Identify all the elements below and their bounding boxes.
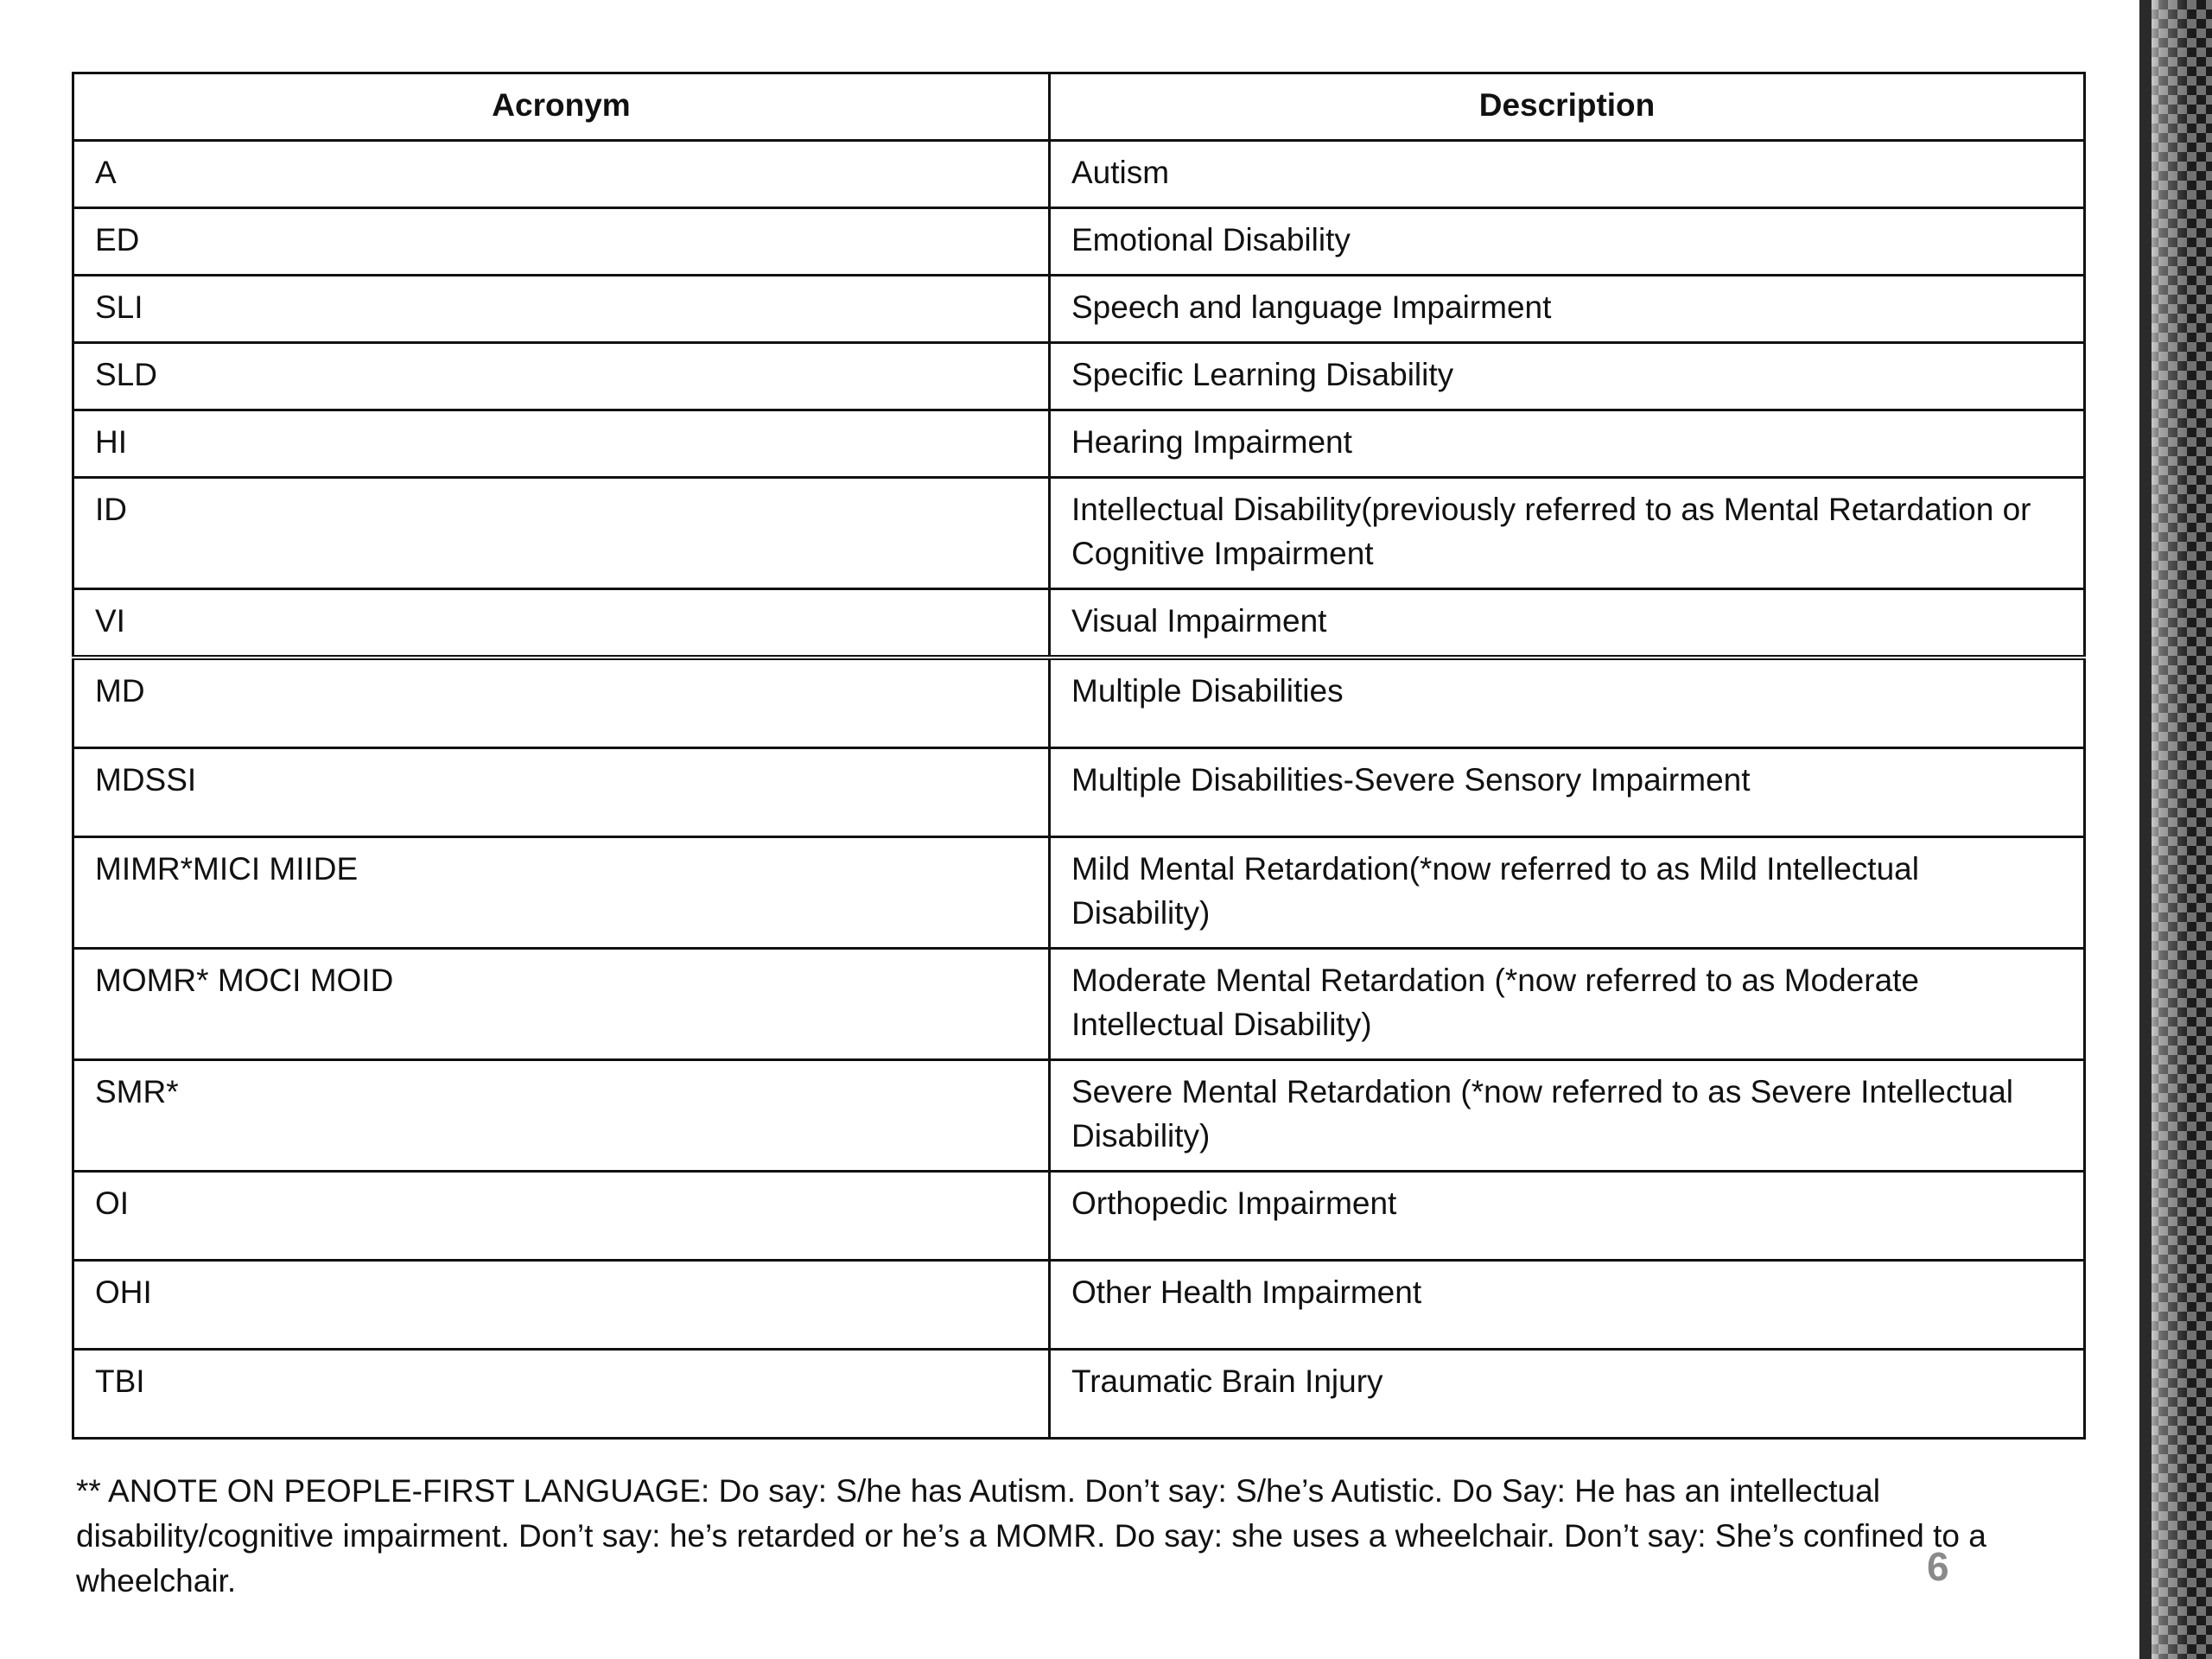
people-first-language-note: ** ANOTE ON PEOPLE-FIRST LANGUAGE: Do say: S/he has Autism. Don’t say: S/he’s Autistic. Do Say: He has an intellectual disability/cognitive impairment. Don’t say: he’s retarded or he’s a MOMR. Do say: she uses a wheelchair. Don’t say: She’s confined to a wheelchair. xyxy=(76,1473,1986,1599)
description-cell: Emotional Disability xyxy=(1050,208,2085,276)
acronym-cell: OHI xyxy=(73,1261,1050,1350)
acronym-table xyxy=(72,72,2086,1440)
acronym-cell: VI xyxy=(73,589,1050,658)
table-row xyxy=(73,1350,2085,1439)
table-row xyxy=(73,658,2085,748)
table-row xyxy=(73,343,2085,410)
description-cell: Orthopedic Impairment xyxy=(1050,1172,2085,1261)
acronym-cell: SLI xyxy=(73,276,1050,343)
table-row xyxy=(73,276,2085,343)
acronym-cell: TBI xyxy=(73,1350,1050,1439)
acronym-cell: MDSSI xyxy=(73,748,1050,837)
description-cell: Mild Mental Retardation(*now referred to as Mild Intellectual Disability) xyxy=(1050,837,2085,949)
table-row xyxy=(73,748,2085,837)
table-row xyxy=(73,1060,2085,1172)
decorative-side-edge xyxy=(2139,0,2152,1659)
column-header-description: Description xyxy=(1050,73,2085,141)
acronym-cell: SMR* xyxy=(73,1060,1050,1172)
acronym-cell: MD xyxy=(73,658,1050,748)
page-number: 6 xyxy=(1927,1544,1949,1589)
table-row xyxy=(73,1172,2085,1261)
table-row xyxy=(73,478,2085,589)
acronym-cell: SLD xyxy=(73,343,1050,410)
acronym-cell: A xyxy=(73,141,1050,208)
description-cell: Specific Learning Disability xyxy=(1050,343,2085,410)
table-row xyxy=(73,208,2085,276)
description-cell: Visual Impairment xyxy=(1050,589,2085,658)
description-cell: Other Health Impairment xyxy=(1050,1261,2085,1350)
description-cell: Multiple Disabilities-Severe Sensory Impairment xyxy=(1050,748,2085,837)
table-row xyxy=(73,949,2085,1060)
description-cell: Speech and language Impairment xyxy=(1050,276,2085,343)
table-row xyxy=(73,141,2085,208)
description-cell: Traumatic Brain Injury xyxy=(1050,1350,2085,1439)
acronym-cell: MOMR* MOCI MOID xyxy=(73,949,1050,1060)
column-header-acronym: Acronym xyxy=(73,73,1050,141)
table-row xyxy=(73,410,2085,478)
acronym-cell: HI xyxy=(73,410,1050,478)
description-cell: Autism xyxy=(1050,141,2085,208)
table-header-row xyxy=(73,73,2085,141)
acronym-cell: ID xyxy=(73,478,1050,589)
table-row xyxy=(73,589,2085,658)
acronym-cell: MIMR*MICI MIIDE xyxy=(73,837,1050,949)
table-row xyxy=(73,837,2085,949)
description-cell: Intellectual Disability(previously referred to as Mental Retardation or Cognitive Impairment xyxy=(1050,478,2085,589)
description-cell: Moderate Mental Retardation (*now referred to as Moderate Intellectual Disability) xyxy=(1050,949,2085,1060)
description-cell: Multiple Disabilities xyxy=(1050,658,2085,748)
acronym-cell: ED xyxy=(73,208,1050,276)
description-cell: Hearing Impairment xyxy=(1050,410,2085,478)
table-row xyxy=(73,1261,2085,1350)
description-cell: Severe Mental Retardation (*now referred to as Severe Intellectual Disability) xyxy=(1050,1060,2085,1172)
acronym-cell: OI xyxy=(73,1172,1050,1261)
